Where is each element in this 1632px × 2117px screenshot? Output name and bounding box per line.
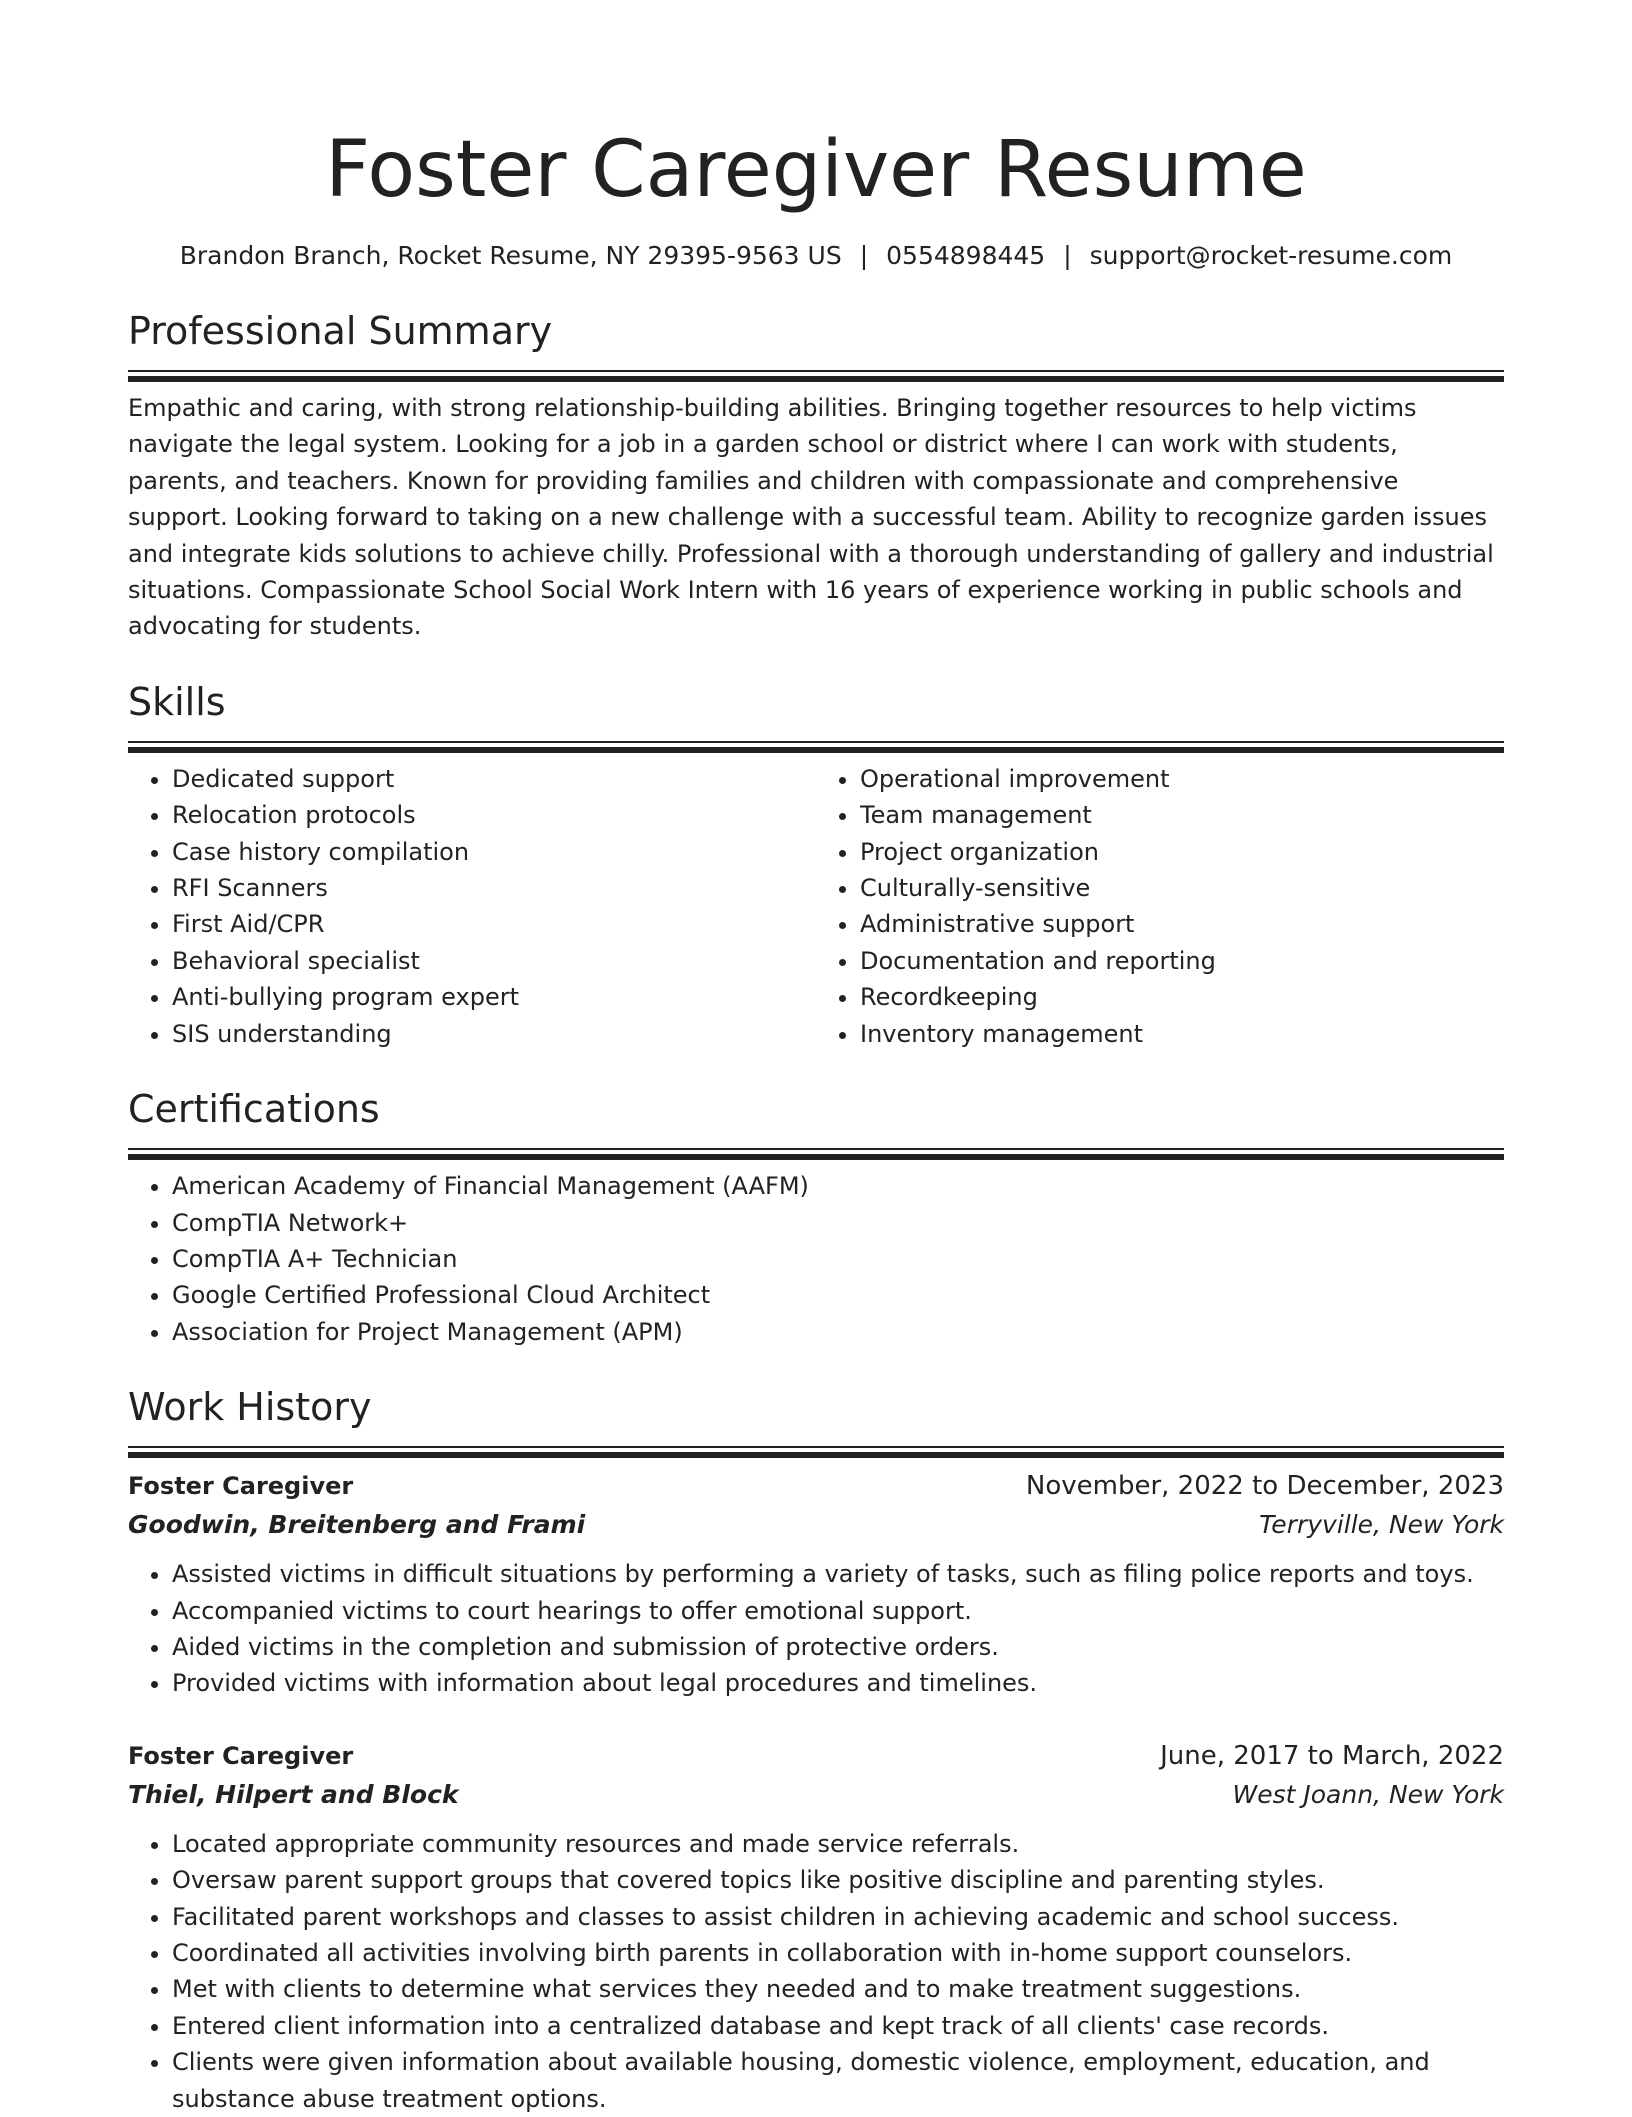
skill-item: • Inventory management <box>860 1016 1504 1052</box>
job-bullets <box>128 1556 1504 1702</box>
job-bullet: • Coordinated all activities involving birth parents in collaboration with in-home support counselors. <box>172 1935 1504 1971</box>
skill-item: • Operational improvement <box>860 761 1504 797</box>
job-bullet: • Met with clients to determine what services they needed and to make treatment suggestions. <box>172 1971 1504 2007</box>
skills-list-right <box>816 761 1504 1052</box>
work-history-section <box>128 1382 1504 2117</box>
section-divider <box>128 370 1504 372</box>
job-location: Terryville, New York <box>1259 1510 1504 1540</box>
job-title: Foster Caregiver <box>128 1741 354 1770</box>
certifications-heading: Certifications <box>128 1087 380 1132</box>
skill-item: • Case history compilation <box>172 834 816 870</box>
contact-line <box>128 238 1504 274</box>
job-title: Foster Caregiver <box>128 1472 354 1501</box>
job-dates: November, 2022 to December, 2023 <box>1025 1471 1504 1502</box>
summary-section <box>128 306 1504 645</box>
resume-title: Foster Caregiver Resume <box>325 125 1307 215</box>
skills-grid <box>128 761 1504 1052</box>
certification-item: • American Academy of Financial Management (AAFM) <box>172 1168 1504 1204</box>
job-bullet: • Aided victims in the completion and submission of protective orders. <box>172 1629 1504 1665</box>
certifications-list <box>128 1168 1504 1350</box>
job-header-row <box>128 1736 1504 1776</box>
skills-heading: Skills <box>128 679 226 724</box>
skill-item: • SIS understanding <box>172 1016 816 1052</box>
job-bullet: • Assisted victims in difficult situations by performing a variety of tasks, such as filing police reports and toys. <box>172 1556 1504 1592</box>
certification-item: • CompTIA Network+ <box>172 1205 1504 1241</box>
skill-item: • Culturally-sensitive <box>860 870 1504 906</box>
contact-email: support@rocket-resume.com <box>1089 241 1453 270</box>
skill-item: • Documentation and reporting <box>860 943 1504 979</box>
job-company: Goodwin, Breitenberg and Frami <box>128 1510 586 1540</box>
contact-separator: | <box>1063 241 1072 270</box>
skills-list-left <box>128 761 816 1052</box>
skill-item: • Anti-bullying program expert <box>172 979 816 1015</box>
job-subheader-row <box>128 1506 1504 1544</box>
skills-section <box>128 677 1504 1052</box>
job-bullet: • Provided victims with information about legal procedures and timelines. <box>172 1665 1504 1701</box>
certifications-section <box>128 1084 1504 1350</box>
job-bullet: • Located appropriate community resources and made service referrals. <box>172 1826 1504 1862</box>
contact-address: Brandon Branch, Rocket Resume, NY 29395-9563 US <box>179 241 842 270</box>
work-history-heading: Work History <box>128 1385 372 1430</box>
summary-heading: Professional Summary <box>128 309 553 353</box>
skill-item: • Recordkeeping <box>860 979 1504 1015</box>
skill-item: • Dedicated support <box>172 761 816 797</box>
job-entry <box>128 1466 1504 1702</box>
certification-item: • Association for Project Management (APM) <box>172 1314 1504 1350</box>
section-divider <box>128 1148 1504 1150</box>
summary-text: Empathic and caring, with strong relationship-building abilities. Bringing together resources to help victims navigate the legal system. Looking for a job in a garden school or district where I can work with students, parents, and teachers. Known for providing families and children with compassionate and comprehensive support. Looking forward to taking on a new challenge with a successful team. Ability to recognize garden issues and integrate kids solutions to achieve chilly. Professional with a thorough understanding of gallery and industrial situations. Compassionate School Social Work Intern with 16 years of experience working in public schools and advocating for students. <box>128 394 1494 641</box>
job-bullets <box>128 1826 1504 2117</box>
contact-separator: | <box>859 241 869 270</box>
job-bullet: • Accompanied victims to court hearings to offer emotional support. <box>172 1593 1504 1629</box>
skill-item: • Administrative support <box>860 906 1504 942</box>
skill-item: • First Aid/CPR <box>172 906 816 942</box>
job-bullet: • Entered client information into a centralized database and kept track of all clients' case records. <box>172 2008 1504 2044</box>
skill-item: • RFI Scanners <box>172 870 816 906</box>
job-bullet: • Clients were given information about available housing, domestic violence, employment, education, and substance abuse treatment options. <box>172 2044 1504 2117</box>
job-header-row <box>128 1466 1504 1506</box>
section-divider <box>128 741 1504 743</box>
certification-item: • CompTIA A+ Technician <box>172 1241 1504 1277</box>
job-location: West Joann, New York <box>1232 1779 1504 1809</box>
skill-item: • Project organization <box>860 834 1504 870</box>
job-dates: June, 2017 to March, 2022 <box>1160 1740 1504 1771</box>
job-bullet: • Oversaw parent support groups that covered topics like positive discipline and parenting styles. <box>172 1862 1504 1898</box>
skill-item: • Behavioral specialist <box>172 943 816 979</box>
skill-item: • Team management <box>860 797 1504 833</box>
certification-item: • Google Certified Professional Cloud Architect <box>172 1277 1504 1313</box>
skill-item: • Relocation protocols <box>172 797 816 833</box>
job-bullet: • Facilitated parent workshops and classes to assist children in achieving academic and school success. <box>172 1899 1504 1935</box>
job-entry <box>128 1736 1504 2117</box>
job-company: Thiel, Hilpert and Block <box>128 1779 459 1809</box>
contact-phone: 0554898445 <box>886 241 1046 270</box>
section-divider <box>128 1446 1504 1448</box>
job-subheader-row <box>128 1776 1504 1814</box>
